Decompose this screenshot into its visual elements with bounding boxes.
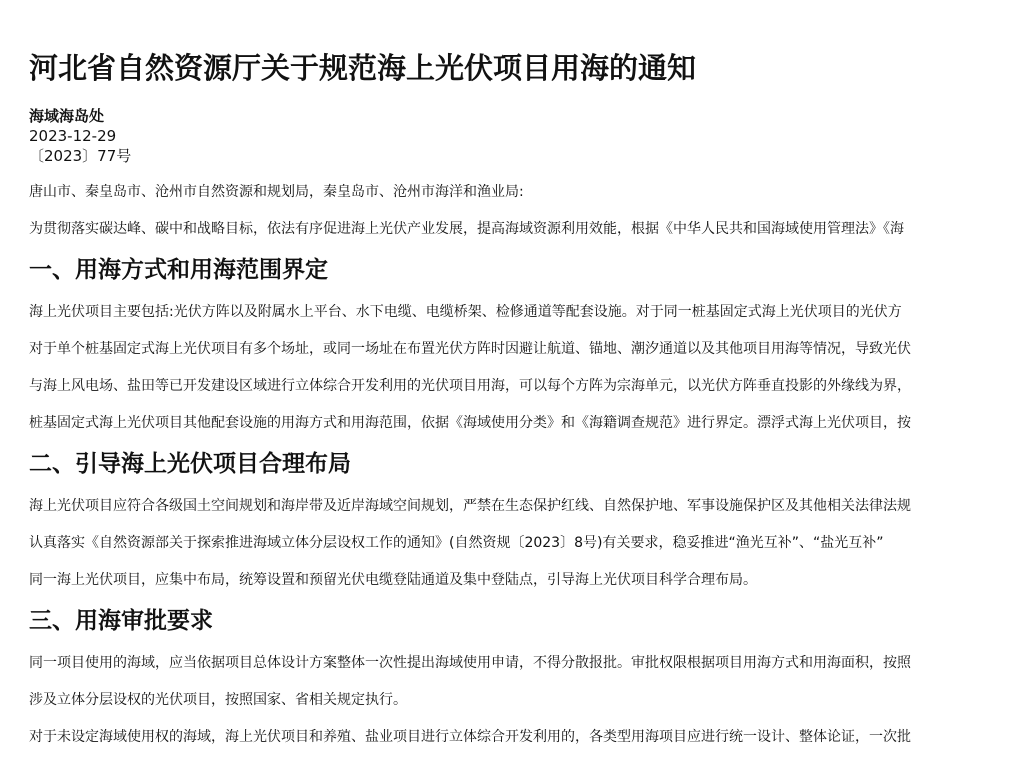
section-2-heading: 二、引导海上光伏项目合理布局 — [29, 451, 351, 477]
section-2-paragraph: 海上光伏项目应符合各级国土空间规划和海岸带及近岸海域空间规划，严禁在生态保护红线、自然保护地、军事设施保护区及其他相关法律法规 — [29, 498, 911, 514]
department-label: 海域海岛处 — [29, 107, 105, 125]
page-title: 河北省自然资源厅关于规范海上光伏项目用海的通知 — [29, 51, 697, 85]
addressee-paragraph: 唐山市、秦皇岛市、沧州市自然资源和规划局，秦皇岛市、沧州市海洋和渔业局: — [29, 184, 524, 200]
section-3-paragraph: 同一项目使用的海域，应当依据项目总体设计方案整体一次性提出海域使用申请，不得分散报批。审批权限根据项目用海方式和用海面积，按照 — [29, 655, 911, 671]
section-2-paragraph: 同一海上光伏项目，应集中布局，统筹设置和预留光伏电缆登陆通道及集中登陆点，引导海上光伏项目科学合理布局。 — [29, 572, 757, 588]
section-3-paragraph: 涉及立体分层设权的光伏项目，按照国家、省相关规定执行。 — [29, 692, 407, 708]
section-1-heading: 一、用海方式和用海范围界定 — [29, 257, 328, 283]
intro-paragraph: 为贯彻落实碳达峰、碳中和战略目标，依法有序促进海上光伏产业发展，提高海域资源利用效能，根据《中华人民共和国海域使用管理法》《海 — [29, 221, 904, 237]
document-number: 〔2023〕77号 — [29, 147, 132, 165]
publish-date: 2023-12-29 — [29, 127, 117, 145]
section-3-paragraph: 对于未设定海域使用权的海域，海上光伏项目和养殖、盐业项目进行立体综合开发利用的，各类型用海项目应进行统一设计、整体论证，一次批 — [29, 729, 911, 745]
section-1-paragraph: 对于单个桩基固定式海上光伏项目有多个场址，或同一场址在布置光伏方阵时因避让航道、锚地、潮汐通道以及其他项目用海等情况，导致光伏 — [29, 341, 911, 357]
section-1-paragraph: 桩基固定式海上光伏项目其他配套设施的用海方式和用海范围，依据《海域使用分类》和《海籍调查规范》进行界定。漂浮式海上光伏项目，按 — [29, 415, 911, 431]
section-3-heading: 三、用海审批要求 — [29, 608, 213, 634]
section-1-paragraph: 海上光伏项目主要包括:光伏方阵以及附属水上平台、水下电缆、电缆桥架、检修通道等配套设施。对于同一桩基固定式海上光伏项目的光伏方 — [29, 304, 902, 320]
section-2-paragraph: 认真落实《自然资源部关于探索推进海域立体分层设权工作的通知》(自然资规〔2023〕8号)有关要求，稳妥推进“渔光互补”、“盐光互补” — [29, 535, 884, 551]
section-1-paragraph: 与海上风电场、盐田等已开发建设区域进行立体综合开发利用的光伏项目用海，可以每个方阵为宗海单元，以光伏方阵垂直投影的外缘线为界， — [29, 378, 911, 394]
